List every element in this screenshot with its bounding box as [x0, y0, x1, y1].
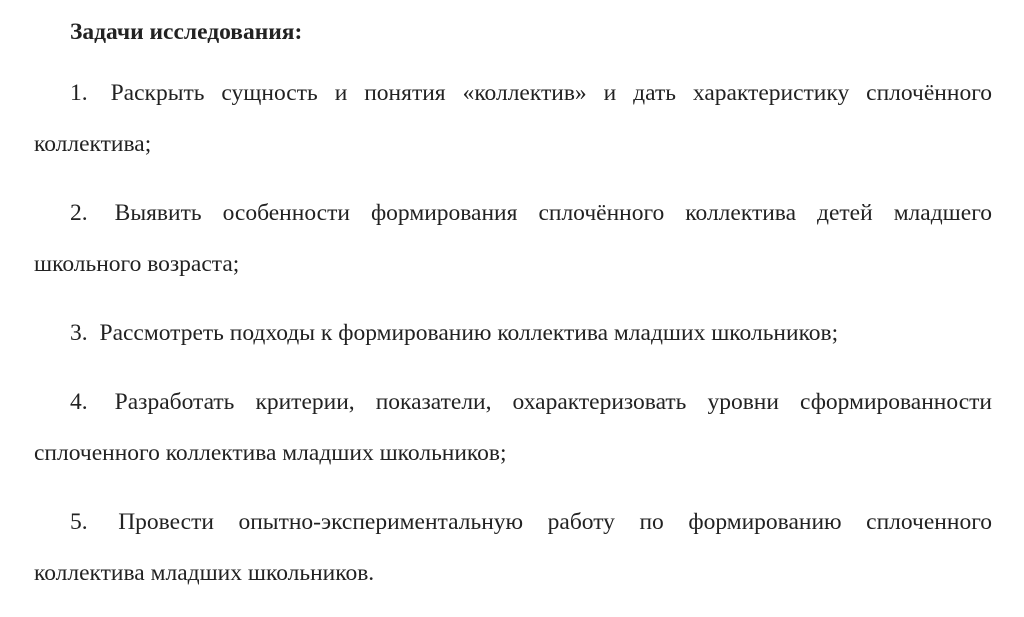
- task-number: 1.: [70, 80, 88, 106]
- task-text: Рассмотреть подходы к формированию коллектива младших школьников;: [99, 320, 839, 346]
- task-item-5: [34, 497, 992, 599]
- task-item-2: [34, 188, 992, 290]
- task-text: Разработать критерии, показатели, охарактеризовать уровни сформированности сплоченного коллектива младших школьников;: [34, 389, 992, 466]
- task-item-1: [34, 68, 992, 170]
- page-title: Задачи исследования:: [70, 19, 303, 45]
- task-text: Провести опытно-экспериментальную работу по формированию сплоченного коллектива младших школьников.: [34, 509, 992, 586]
- task-text: Раскрыть сущность и понятия «коллектив» и дать характеристику сплочённого коллектива;: [34, 80, 992, 157]
- task-number: 4.: [70, 389, 88, 415]
- task-item-4: [34, 377, 992, 479]
- task-text: Выявить особенности формирования сплочённого коллектива детей младшего школьного возраста;: [34, 200, 993, 277]
- task-item-3: [34, 308, 992, 359]
- document-page: [34, 14, 992, 617]
- task-number: 5.: [70, 509, 88, 535]
- task-number: 2.: [70, 200, 88, 226]
- task-number: 3.: [70, 320, 88, 346]
